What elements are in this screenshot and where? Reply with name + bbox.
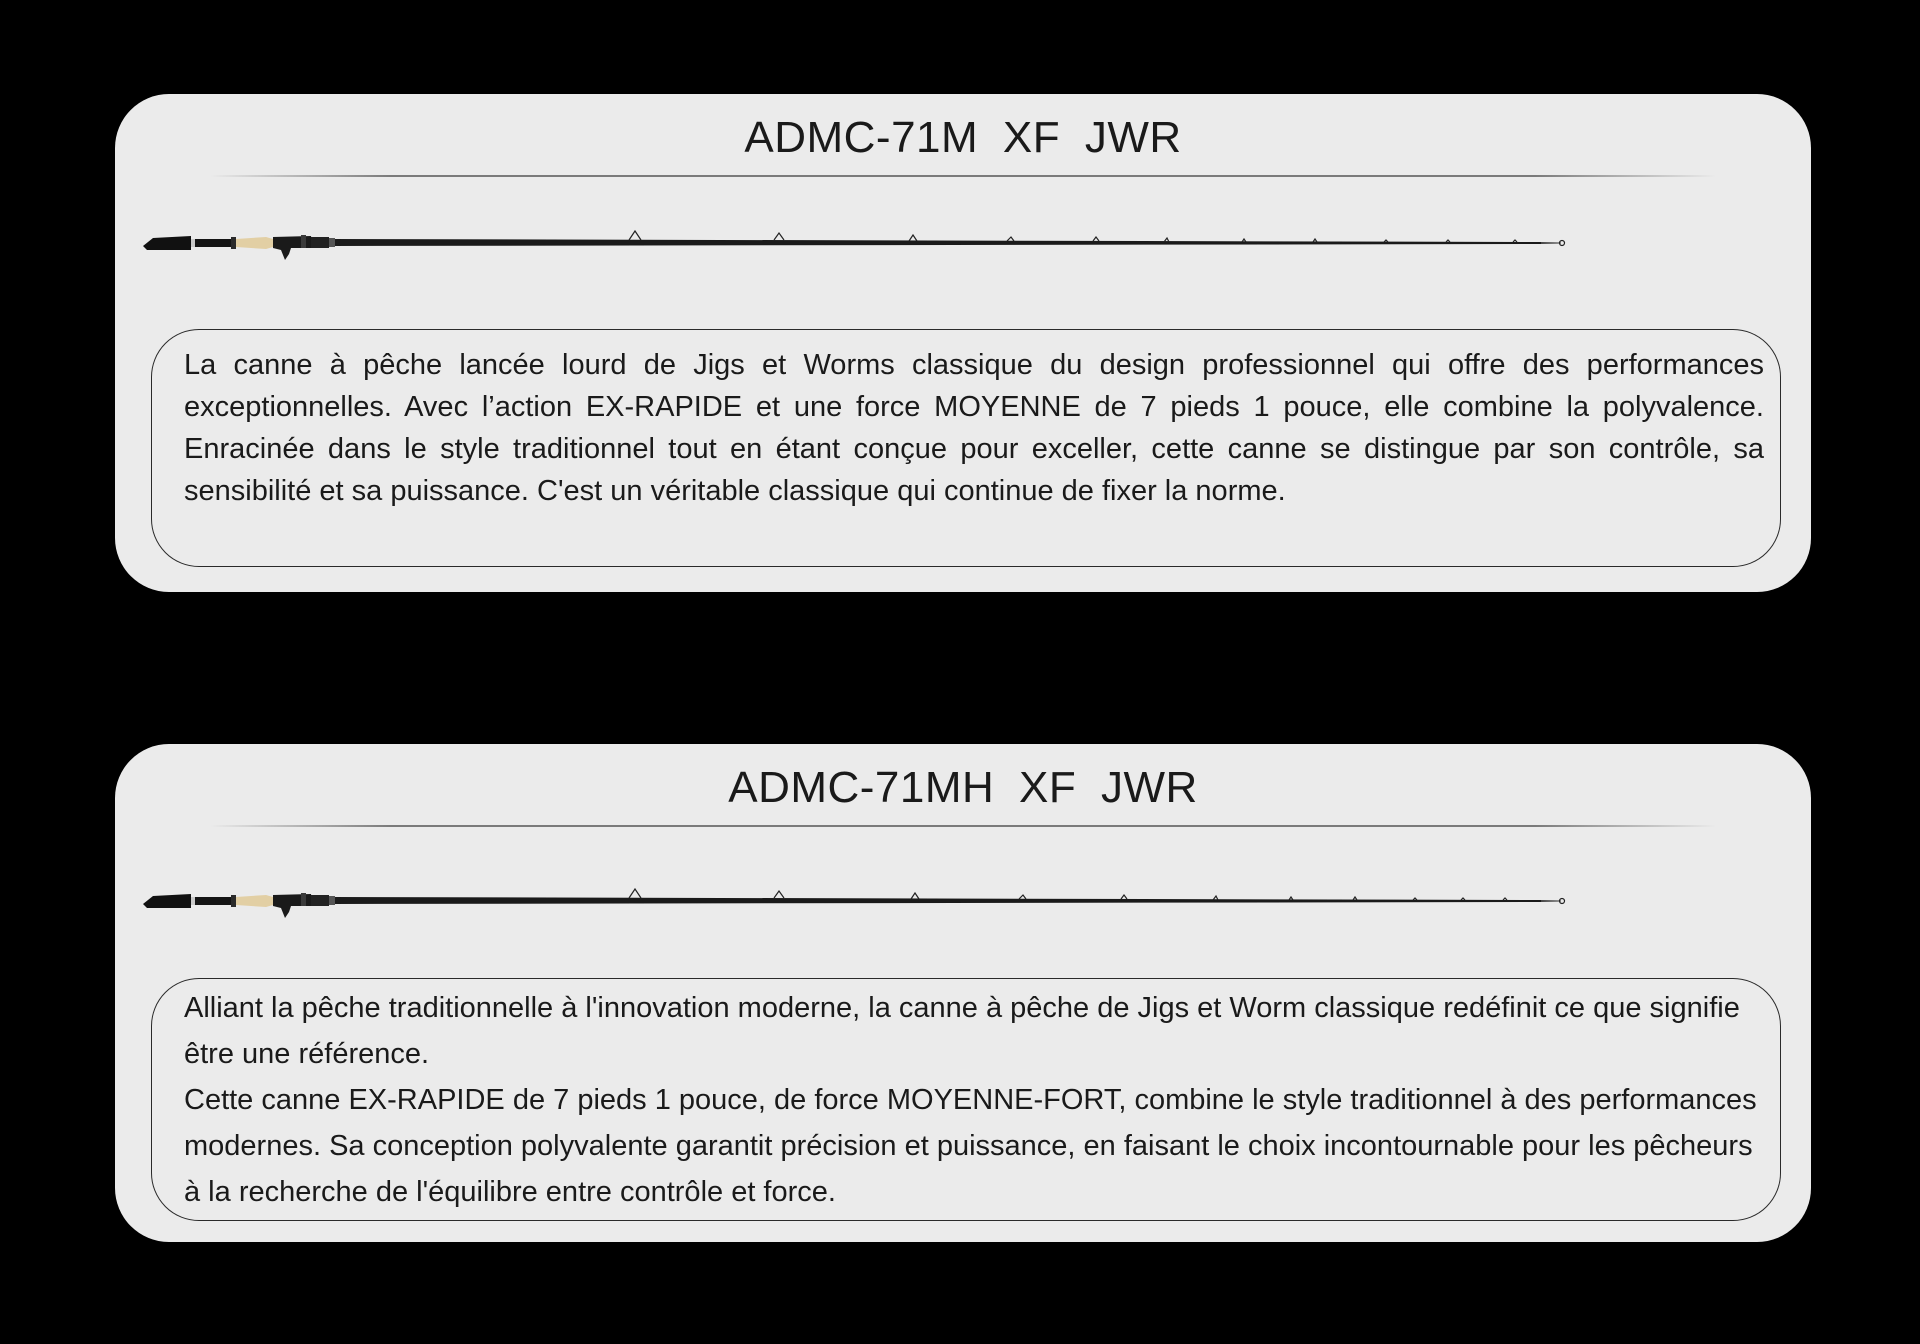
product-card-admc-71mh xyxy=(115,744,1811,1242)
title-divider xyxy=(210,825,1716,827)
fishing-rod-image xyxy=(141,228,1571,272)
product-description-box xyxy=(151,978,1781,1221)
title-divider xyxy=(210,175,1716,177)
product-description: La canne à pêche lancée lourd de Jigs et Worms classique du design professionnel qui offre des performances exceptionnelles. Avec l’action EX-RAPIDE et une force MOYENNE de 7 pieds 1 pouce, elle combine la polyvalence. Enracinée dans le style traditionnel tout en étant conçue pour exceller, cette canne se distingue par son contrôle, sa sensibilité et sa puissance. C'est un véritable classique qui continue de fixer la norme. xyxy=(184,349,1764,507)
product-description-details: Cette canne EX-RAPIDE de 7 pieds 1 pouce, de force MOYENNE-FORT, combine le style traditionnel à des performances modernes. Sa conception polyvalente garantit précision et puissance, en faisant le choix incontournable pour les pêcheurs à la recherche de l'équilibre entre contrôle et force. xyxy=(184,1084,1757,1208)
product-description-box xyxy=(151,329,1781,567)
fishing-rod-image xyxy=(141,886,1571,930)
product-description-intro: Alliant la pêche traditionnelle à l'innovation moderne, la canne à pêche de Jigs et Worm classique redéfinit ce que signifie être une référence. xyxy=(184,992,1740,1070)
product-title: ADMC-71MH XF JWR xyxy=(728,763,1198,812)
product-title: ADMC-71M XF JWR xyxy=(744,113,1182,162)
product-card-admc-71m xyxy=(115,94,1811,592)
